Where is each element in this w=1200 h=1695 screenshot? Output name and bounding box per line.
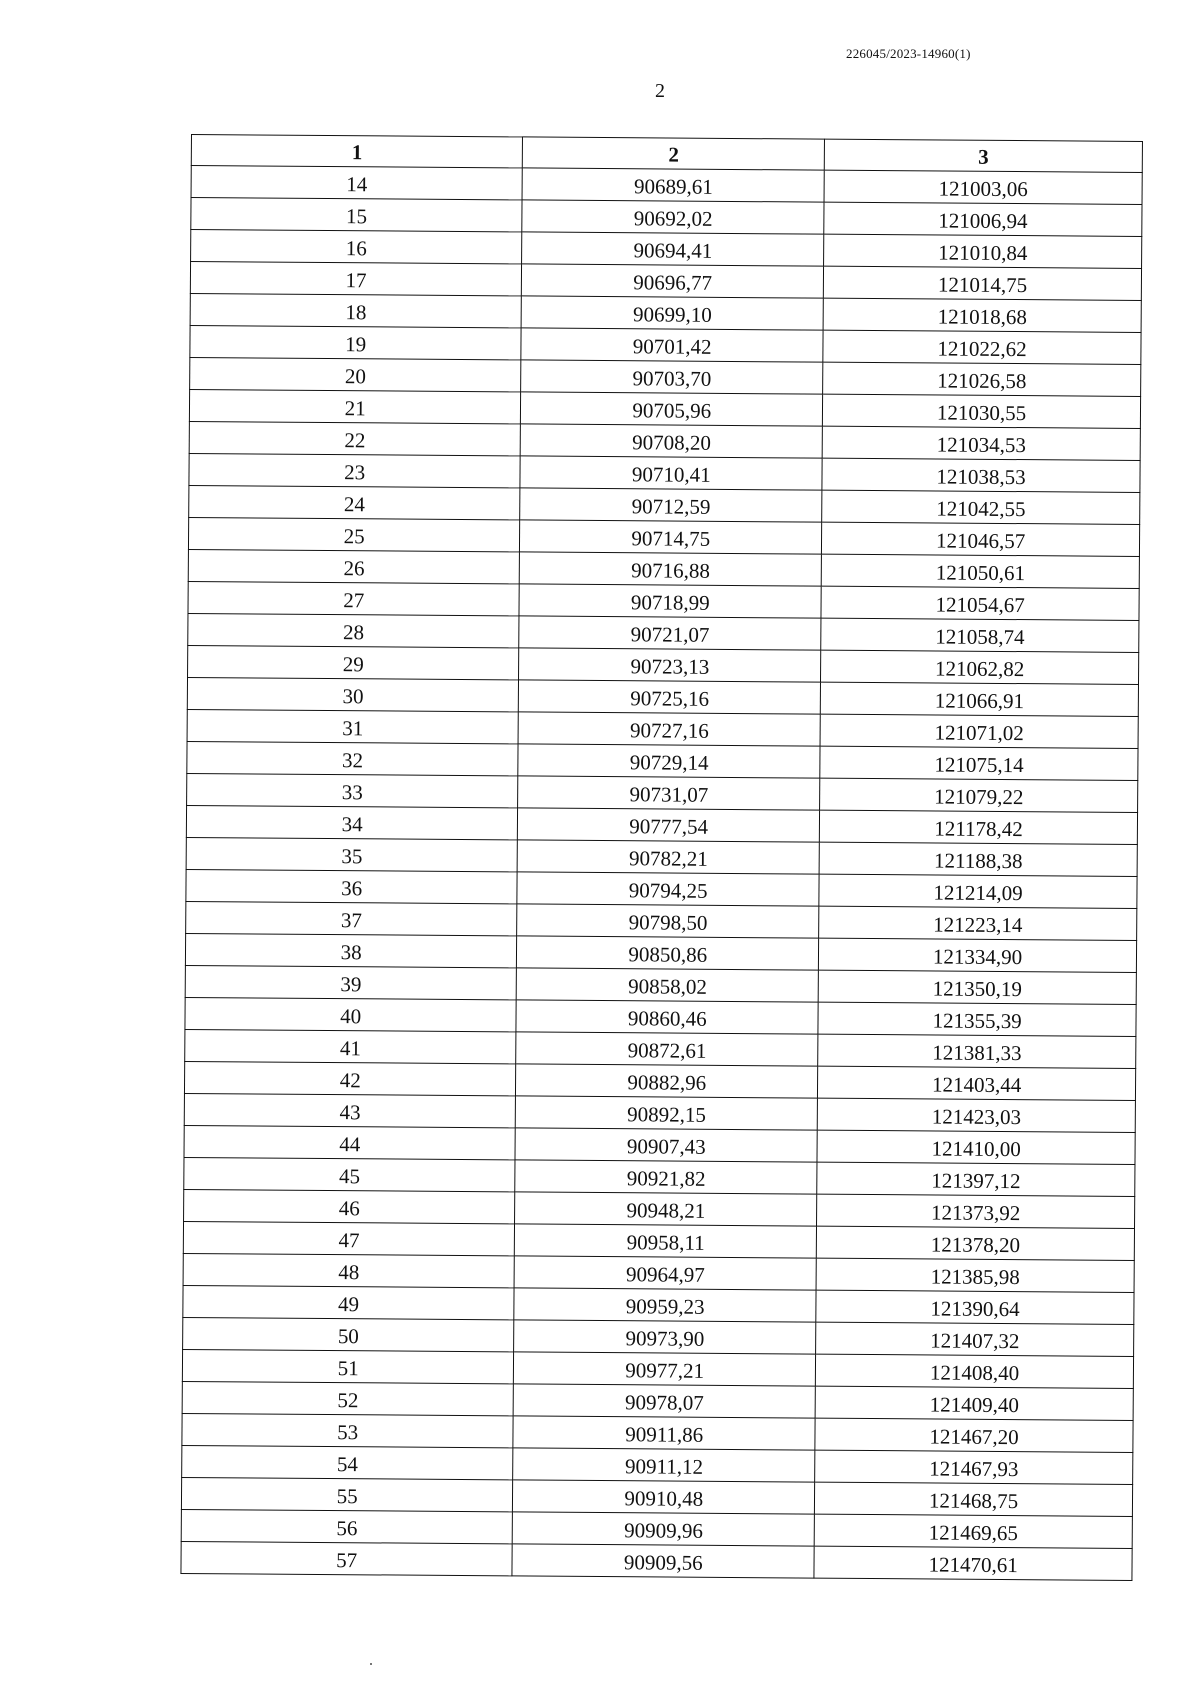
- table-cell-col-2: 90964,97: [514, 1256, 816, 1290]
- table-cell-col-2: 90725,16: [519, 680, 821, 714]
- table-cell-col-3: 121071,02: [820, 714, 1138, 748]
- table-cell-col-3: 121469,65: [814, 1514, 1132, 1548]
- table-cell-col-3: 121018,68: [823, 298, 1141, 332]
- table-cell-col-2: 90705,96: [521, 392, 823, 426]
- table-cell-col-2: 90710,41: [520, 456, 822, 490]
- table-cell-col-3: 121350,19: [818, 970, 1136, 1004]
- table-cell-col-3: 121409,40: [815, 1386, 1133, 1420]
- table-cell-col-2: 90794,25: [517, 872, 819, 906]
- table-cell-col-3: 121223,14: [819, 906, 1137, 940]
- table-cell-col-2: 90731,07: [518, 776, 820, 810]
- table-cell-col-1: 21: [189, 389, 521, 423]
- table-body: [181, 166, 1142, 1581]
- table-cell-col-2: 90721,07: [519, 616, 821, 650]
- table-cell-col-3: 121003,06: [824, 170, 1142, 204]
- table-cell-col-1: 38: [185, 933, 517, 967]
- table-cell-col-3: 121010,84: [824, 234, 1142, 268]
- table-cell-col-3: 121038,53: [822, 458, 1140, 492]
- table-cell-col-2: 90858,02: [517, 968, 819, 1002]
- table-cell-col-1: 42: [184, 1061, 516, 1095]
- table-cell-col-2: 90907,43: [515, 1128, 817, 1162]
- table-cell-col-2: 90714,75: [520, 520, 822, 554]
- table-cell-col-1: 56: [181, 1509, 513, 1543]
- table-cell-col-2: 90723,13: [519, 648, 821, 682]
- table-cell-col-3: 121423,03: [817, 1098, 1135, 1132]
- table-cell-col-2: 90948,21: [515, 1192, 817, 1226]
- table-cell-col-3: 121022,62: [823, 330, 1141, 364]
- table-cell-col-2: 90882,96: [516, 1064, 818, 1098]
- table-cell-col-2: 90782,21: [517, 840, 819, 874]
- table-cell-col-3: 121397,12: [817, 1162, 1135, 1196]
- table-cell-col-1: 23: [189, 453, 521, 487]
- table-cell-col-3: 121034,53: [822, 426, 1140, 460]
- table-cell-col-3: 121355,39: [818, 1002, 1136, 1036]
- table-cell-col-3: 121467,93: [815, 1450, 1133, 1484]
- table-cell-col-3: 121408,40: [816, 1354, 1134, 1388]
- table-cell-col-1: 47: [183, 1221, 515, 1255]
- table-cell-col-2: 90716,88: [520, 552, 822, 586]
- table-cell-col-3: 121046,57: [822, 522, 1140, 556]
- table-cell-col-1: 20: [190, 357, 522, 391]
- table-cell-col-2: 90727,16: [518, 712, 820, 746]
- table-cell-col-1: 40: [185, 997, 517, 1031]
- table-cell-col-1: 31: [187, 709, 519, 743]
- table-cell-col-2: 90696,77: [522, 264, 824, 298]
- table-cell-col-1: 45: [184, 1157, 516, 1191]
- table-cell-col-2: 90850,86: [517, 936, 819, 970]
- table-cell-col-3: 121042,55: [822, 490, 1140, 524]
- table-cell-col-2: 90909,96: [513, 1512, 815, 1546]
- table-cell-col-3: 121385,98: [816, 1258, 1134, 1292]
- table-cell-col-1: 16: [191, 230, 523, 264]
- table-cell-col-1: 36: [186, 869, 518, 903]
- column-header-1: 1: [191, 135, 523, 168]
- table-cell-col-3: 121378,20: [816, 1226, 1134, 1260]
- table-cell-col-1: 57: [181, 1541, 513, 1575]
- table-cell-col-3: 121470,61: [814, 1546, 1132, 1580]
- table-cell-col-3: 121050,61: [821, 554, 1139, 588]
- table-cell-col-3: 121030,55: [823, 394, 1141, 428]
- table-cell-col-2: 90959,23: [514, 1288, 816, 1322]
- table-cell-col-1: 37: [186, 901, 518, 935]
- table-cell-col-3: 121188,38: [819, 842, 1137, 876]
- table-cell-col-1: 18: [190, 293, 522, 327]
- table-cell-col-2: 90689,61: [522, 168, 824, 202]
- table-cell-col-1: 25: [188, 517, 520, 551]
- table-cell-col-3: 121467,20: [815, 1418, 1133, 1452]
- table-cell-col-3: 121006,94: [824, 202, 1142, 236]
- column-header-3: 3: [824, 139, 1142, 172]
- table-cell-col-1: 52: [182, 1381, 514, 1415]
- table-cell-col-1: 48: [183, 1253, 515, 1287]
- page-number: 2: [655, 80, 665, 102]
- table-row: [181, 1541, 1132, 1580]
- table-cell-col-3: 121468,75: [815, 1482, 1133, 1516]
- table-cell-col-3: 121403,44: [818, 1066, 1136, 1100]
- table-cell-col-2: 90973,90: [514, 1320, 816, 1354]
- document-id: 226045/2023-14960(1): [846, 46, 971, 61]
- table-cell-col-1: 33: [187, 773, 519, 807]
- table-cell-col-2: 90712,59: [520, 488, 822, 522]
- table-cell-col-1: 46: [184, 1189, 516, 1223]
- table-cell-col-2: 90729,14: [518, 744, 820, 778]
- table-cell-col-2: 90701,42: [521, 328, 823, 362]
- column-header-2: 2: [523, 137, 825, 170]
- table-cell-col-1: 32: [187, 741, 519, 775]
- table-cell-col-1: 54: [182, 1445, 514, 1479]
- table-cell-col-1: 50: [183, 1317, 515, 1351]
- table-cell-col-2: 90978,07: [513, 1384, 815, 1418]
- table-cell-col-1: 49: [183, 1285, 515, 1319]
- table-cell-col-3: 121062,82: [821, 650, 1139, 684]
- table-cell-col-2: 90777,54: [518, 808, 820, 842]
- scan-artifact-dot: [370, 1663, 372, 1665]
- table-cell-col-1: 34: [186, 805, 518, 839]
- table-cell-col-2: 90718,99: [519, 584, 821, 618]
- table-cell-col-2: 90911,12: [513, 1448, 815, 1482]
- table-cell-col-1: 26: [188, 549, 520, 583]
- table-cell-col-3: 121410,00: [817, 1130, 1135, 1164]
- table-cell-col-1: 55: [181, 1477, 513, 1511]
- table-cell-col-3: 121075,14: [820, 746, 1138, 780]
- table-cell-col-1: 39: [185, 965, 517, 999]
- table-cell-col-3: 121054,67: [821, 586, 1139, 620]
- table-cell-col-2: 90872,61: [516, 1032, 818, 1066]
- table-cell-col-2: 90699,10: [521, 296, 823, 330]
- table-cell-col-3: 121079,22: [820, 778, 1138, 812]
- table-cell-col-3: 121178,42: [820, 810, 1138, 844]
- table-cell-col-2: 90911,86: [513, 1416, 815, 1450]
- table-cell-col-2: 90909,56: [512, 1544, 814, 1578]
- table-cell-col-3: 121334,90: [819, 938, 1137, 972]
- table-cell-col-3: 121026,58: [823, 362, 1141, 396]
- table-cell-col-1: 35: [186, 837, 518, 871]
- table-cell-col-1: 17: [190, 262, 522, 296]
- table-cell-col-1: 27: [188, 581, 520, 615]
- table-cell-col-2: 90977,21: [514, 1352, 816, 1386]
- table-cell-col-1: 19: [190, 325, 522, 359]
- table-cell-col-1: 22: [189, 421, 521, 455]
- table-cell-col-2: 90694,41: [522, 232, 824, 266]
- table-cell-col-1: 44: [184, 1125, 516, 1159]
- table-cell-col-2: 90860,46: [516, 1000, 818, 1034]
- table-cell-col-2: 90798,50: [517, 904, 819, 938]
- table-cell-col-1: 43: [184, 1093, 516, 1127]
- table-cell-col-2: 90692,02: [522, 200, 824, 234]
- table-cell-col-1: 30: [187, 677, 519, 711]
- table-cell-col-2: 90708,20: [521, 424, 823, 458]
- table-cell-col-2: 90703,70: [521, 360, 823, 394]
- table-cell-col-1: 24: [189, 485, 521, 519]
- coordinates-table: [180, 134, 1143, 1581]
- table-cell-col-3: 121373,92: [817, 1194, 1135, 1228]
- table-cell-col-1: 15: [191, 198, 523, 232]
- table-cell-col-3: 121214,09: [819, 874, 1137, 908]
- table-cell-col-1: 53: [182, 1413, 514, 1447]
- table-cell-col-2: 90958,11: [515, 1224, 817, 1258]
- table-cell-col-2: 90921,82: [515, 1160, 817, 1194]
- table-cell-col-2: 90892,15: [516, 1096, 818, 1130]
- table-cell-col-1: 29: [188, 645, 520, 679]
- table-cell-col-1: 28: [188, 613, 520, 647]
- table-cell-col-1: 41: [185, 1029, 517, 1063]
- table-cell-col-3: 121407,32: [816, 1322, 1134, 1356]
- table-cell-col-1: 14: [191, 166, 523, 200]
- table-cell-col-1: 51: [182, 1349, 514, 1383]
- table-cell-col-2: 90910,48: [513, 1480, 815, 1514]
- table-cell-col-3: 121381,33: [818, 1034, 1136, 1068]
- table-cell-col-3: 121066,91: [820, 682, 1138, 716]
- table-cell-col-3: 121014,75: [824, 266, 1142, 300]
- table-cell-col-3: 121058,74: [821, 618, 1139, 652]
- table-cell-col-3: 121390,64: [816, 1290, 1134, 1324]
